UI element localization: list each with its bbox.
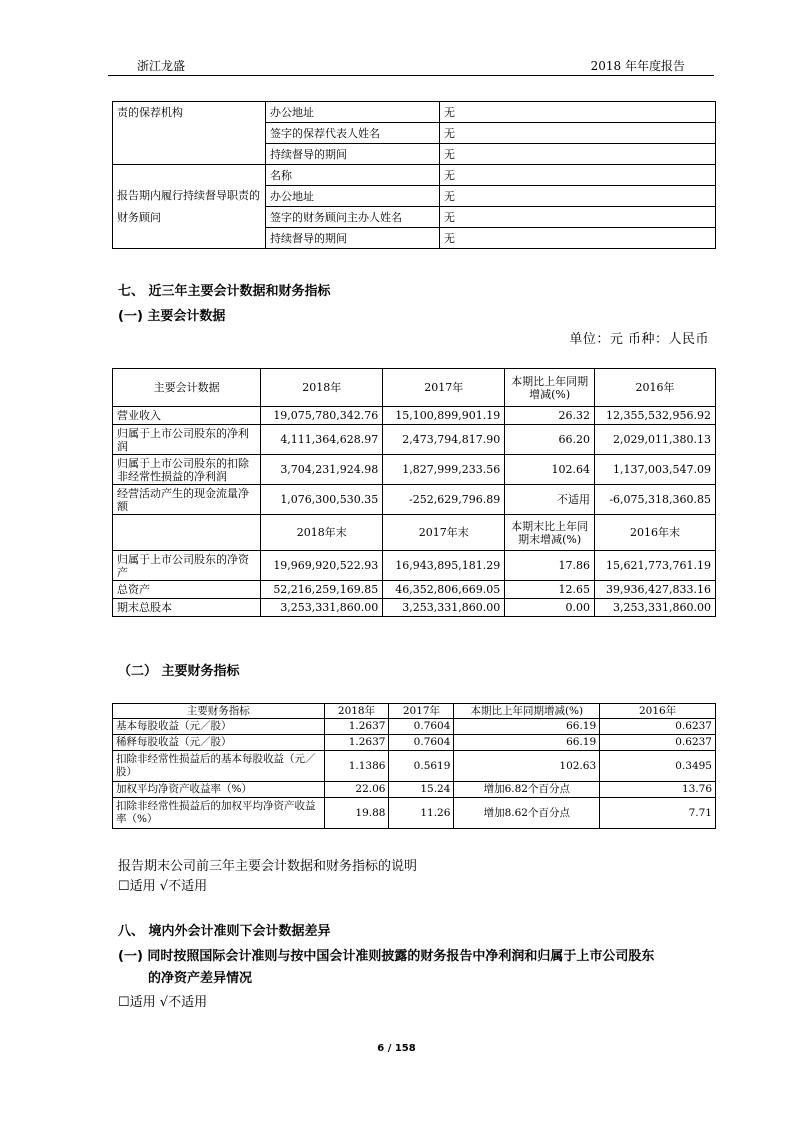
applicability-checkbox-2: ☐适用 √不适用 <box>118 995 208 1010</box>
table-cell: 无 <box>440 207 716 228</box>
table-cell: 无 <box>440 144 716 165</box>
table-header-cell: 本期末比上年同期末增减(%) <box>505 515 595 551</box>
table-header-cell: 2016年末 <box>595 515 716 551</box>
table-cell: 1.1386 <box>324 751 389 782</box>
header-report-title: 2018 年年度报告 <box>590 59 685 73</box>
table-cell: 经营活动产生的现金流量净额 <box>113 485 261 515</box>
table-cell: 扣除非经常性损益后的基本每股收益（元／股） <box>113 751 325 782</box>
table-cell: 102.63 <box>454 751 600 782</box>
table-cell: 19,969,920,522.93 <box>261 551 383 581</box>
table-row <box>113 751 716 782</box>
table-row <box>113 719 716 735</box>
table-cell: 1,137,003,547.09 <box>595 455 716 485</box>
table-cell: 扣除非经常性损益后的加权平均净资产收益率（%） <box>113 798 325 829</box>
table-header-cell: 主要财务指标 <box>113 704 325 719</box>
accounting-data-table <box>112 368 716 617</box>
table-cell: 增加8.62个百分点 <box>454 798 600 829</box>
table-cell: 0.3495 <box>600 751 716 782</box>
table-cell: 加权平均净资产收益率（%） <box>113 782 325 798</box>
table-header-cell: 2016年 <box>600 704 716 719</box>
table-cell: 归属于上市公司股东的扣除非经常性损益的净利润 <box>113 455 261 485</box>
table-cell: 基本每股收益（元／股） <box>113 719 325 735</box>
table-header-cell <box>113 515 261 551</box>
table-cell: 签字的保荐代表人姓名 <box>266 123 440 144</box>
applicability-checkbox: ☐适用 √不适用 <box>118 879 208 894</box>
table-cell: 增加6.82个百分点 <box>454 782 600 798</box>
table-cell: 3,253,331,860.00 <box>383 599 505 617</box>
table-header-cell: 本期比上年同期增减(%) <box>505 369 595 407</box>
table-row <box>113 407 716 425</box>
table-cell: 19,075,780,342.76 <box>261 407 383 425</box>
table-cell: 无 <box>440 186 716 207</box>
table-cell: 不适用 <box>505 485 595 515</box>
section7-title: 七、 近三年主要会计数据和财务指标 <box>118 284 331 299</box>
header-divider <box>108 75 714 76</box>
table-cell: 1,827,999,233.56 <box>383 455 505 485</box>
table-cell: 22.06 <box>324 782 389 798</box>
table-cell: 2,029,011,380.13 <box>595 425 716 455</box>
table-cell: 66.19 <box>454 735 600 751</box>
table-cell: 17.86 <box>505 551 595 581</box>
table-cell: 66.19 <box>454 719 600 735</box>
table-cell: 期末总股本 <box>113 599 261 617</box>
table-cell: 名称 <box>266 165 440 186</box>
table-cell: 总资产 <box>113 581 261 599</box>
table-cell: 0.7604 <box>389 735 454 751</box>
table-cell: 归属于上市公司股东的净利润 <box>113 425 261 455</box>
table-cell: 2,473,794,817.90 <box>383 425 505 455</box>
section7-sub1: (一) 主要会计数据 <box>118 309 226 324</box>
table-row <box>113 581 716 599</box>
financial-indicators-table <box>112 703 716 829</box>
table-cell: 16,943,895,181.29 <box>383 551 505 581</box>
table-cell: 无 <box>440 102 716 123</box>
table-cell: 归属于上市公司股东的净资产 <box>113 551 261 581</box>
unit-label: 单位：元 币种：人民币 <box>569 332 709 347</box>
table-header-cell: 2017年末 <box>383 515 505 551</box>
table-cell: 无 <box>440 123 716 144</box>
table-cell: 1.2637 <box>324 719 389 735</box>
table-cell: 66.20 <box>505 425 595 455</box>
table-cell: 7.71 <box>600 798 716 829</box>
table-header-row <box>113 515 716 551</box>
table-cell: 责的保荐机构 <box>113 102 266 165</box>
table-header-cell: 2018年 <box>261 369 383 407</box>
section7-sub2: （二） 主要财务指标 <box>118 664 240 679</box>
table-header-cell: 主要会计数据 <box>113 369 261 407</box>
table-cell: 签字的财务顾问主办人姓名 <box>266 207 440 228</box>
table-cell: 1.2637 <box>324 735 389 751</box>
table-header-cell: 2017年 <box>383 369 505 407</box>
table-cell: 15,100,899,901.19 <box>383 407 505 425</box>
table-header-cell: 2017年 <box>389 704 454 719</box>
table-header-cell: 2016年 <box>595 369 716 407</box>
table-cell: 办公地址 <box>266 186 440 207</box>
section8-title: 八、 境内外会计准则下会计数据差异 <box>118 924 331 939</box>
table-row <box>113 551 716 581</box>
table-row <box>113 735 716 751</box>
table-row <box>113 782 716 798</box>
table-row <box>113 102 716 123</box>
table-row <box>113 485 716 515</box>
table-header-row <box>113 704 716 719</box>
table-cell: 39,936,427,833.16 <box>595 581 716 599</box>
table-cell: 3,253,331,860.00 <box>595 599 716 617</box>
table-cell: -252,629,796.89 <box>383 485 505 515</box>
table-row <box>113 599 716 617</box>
header-company: 浙江龙盛 <box>137 59 186 73</box>
table-cell: 19.88 <box>324 798 389 829</box>
table-cell: 11.26 <box>389 798 454 829</box>
table-cell: 52,216,259,169.85 <box>261 581 383 599</box>
table-header-row <box>113 369 716 407</box>
table-cell: 26.32 <box>505 407 595 425</box>
page-number: 6 / 158 <box>377 1043 416 1054</box>
table-row <box>113 798 716 829</box>
table-cell: 12,355,532,956.92 <box>595 407 716 425</box>
table-cell: 15.24 <box>389 782 454 798</box>
table-header-cell: 2018年末 <box>261 515 383 551</box>
table-cell: 营业收入 <box>113 407 261 425</box>
section8-sub-line2: 的净资产差异情况 <box>148 971 253 986</box>
table-cell: 稀释每股收益（元／股） <box>113 735 325 751</box>
table-row <box>113 165 716 186</box>
table-cell: 1,076,300,530.35 <box>261 485 383 515</box>
table-cell: 4,111,364,628.97 <box>261 425 383 455</box>
table-row <box>113 455 716 485</box>
table-cell: 无 <box>440 228 716 249</box>
table-cell: 3,253,331,860.00 <box>261 599 383 617</box>
section8-sub-line1: (一) 同时按照国际会计准则与按中国会计准则披露的财务报告中净利润和归属于上市公司股东 <box>118 949 655 964</box>
table-cell: -6,075,318,360.85 <box>595 485 716 515</box>
explain-text: 报告期末公司前三年主要会计数据和财务指标的说明 <box>118 859 418 874</box>
table-cell: 102.64 <box>505 455 595 485</box>
table-row <box>113 425 716 455</box>
table-cell: 46,352,806,669.05 <box>383 581 505 599</box>
table-cell: 0.5619 <box>389 751 454 782</box>
table-cell: 13.76 <box>600 782 716 798</box>
table-cell: 持续督导的期间 <box>266 144 440 165</box>
table-cell: 持续督导的期间 <box>266 228 440 249</box>
table-cell: 0.00 <box>505 599 595 617</box>
table-header-cell: 2018年 <box>324 704 389 719</box>
table-cell: 3,704,231,924.98 <box>261 455 383 485</box>
table-cell: 报告期内履行持续督导职责的财务顾问 <box>113 165 266 249</box>
sponsor-table <box>112 101 716 249</box>
table-cell: 0.7604 <box>389 719 454 735</box>
table-cell: 0.6237 <box>600 719 716 735</box>
table-cell: 办公地址 <box>266 102 440 123</box>
table-cell: 15,621,773,761.19 <box>595 551 716 581</box>
table-cell: 0.6237 <box>600 735 716 751</box>
table-cell: 无 <box>440 165 716 186</box>
table-header-cell: 本期比上年同期增减(%) <box>454 704 600 719</box>
table-cell: 12.65 <box>505 581 595 599</box>
